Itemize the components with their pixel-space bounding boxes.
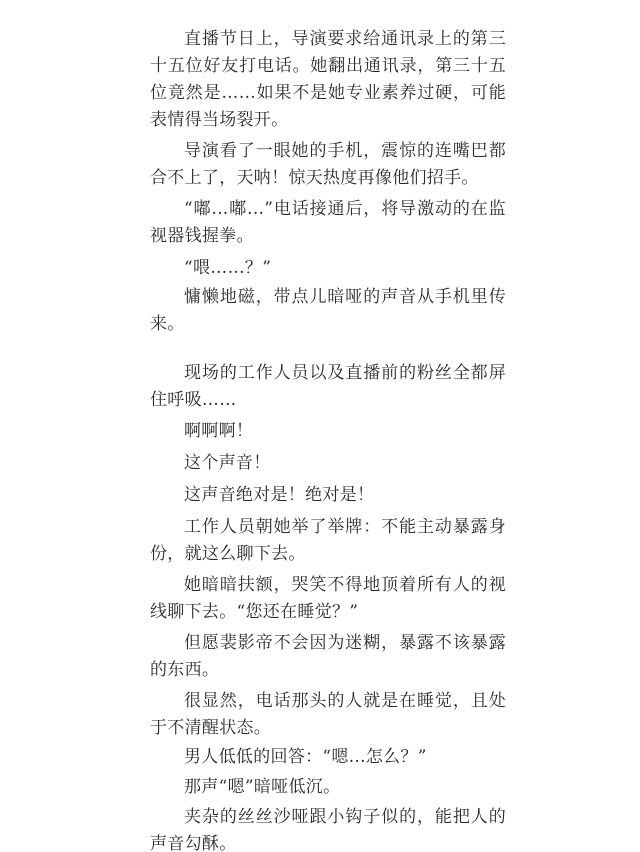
paragraph-12: 但愿裴影帝不会因为迷糊，暴露不该暴露的东西。 xyxy=(150,633,506,680)
paragraph-16: 夹杂的丝丝沙哑跟小钩子似的，能把人的声音勾酥。 xyxy=(150,807,506,852)
paragraph-15: 那声“嗯”暗哑低沉。 xyxy=(184,777,341,797)
paragraph-1: 直播节日上，导演要求给通讯录上的第三十五位好友打电话。她翻出通讯录，第三十五位竟然是……如果不是她专业素养过硬，可能表情得当场裂开。 xyxy=(150,29,506,130)
paragraph-8: 这个声音！ xyxy=(184,453,271,473)
paragraph-5: 慵懒地磁，带点儿暗哑的声音从手机里传来。 xyxy=(150,287,506,334)
paragraph-4: “喂……？” xyxy=(184,258,272,278)
paragraph-7: 啊啊啊！ xyxy=(184,421,254,441)
paragraph-13: 很显然，电话那头的人就是在睡觉，且处于不清醒状态。 xyxy=(150,691,506,738)
paragraph-9: 这声音绝对是！绝对是！ xyxy=(184,485,375,505)
paragraph-3: “嘟...嘟...”电话接通后，将导激动的在监视器钱握拳。 xyxy=(150,199,506,246)
paragraph-6: 现场的工作人员以及直播前的粉丝全都屏住呼吸…… xyxy=(150,363,506,410)
paragraph-10: 工作人员朝她举了举牌：不能主动暴露身份，就这么聊下去。 xyxy=(150,517,506,564)
paragraph-2: 导演看了一眼她的手机，震惊的连嘴巴都合不上了，天呐！惊天热度再像他们招手。 xyxy=(150,141,506,188)
paragraph-14: 男人低低的回答：“嗯...怎么？” xyxy=(184,747,427,767)
paragraph-11: 她暗暗扶额，哭笑不得地顶着所有人的视线聊下去。“您还在睡觉？” xyxy=(150,575,506,622)
